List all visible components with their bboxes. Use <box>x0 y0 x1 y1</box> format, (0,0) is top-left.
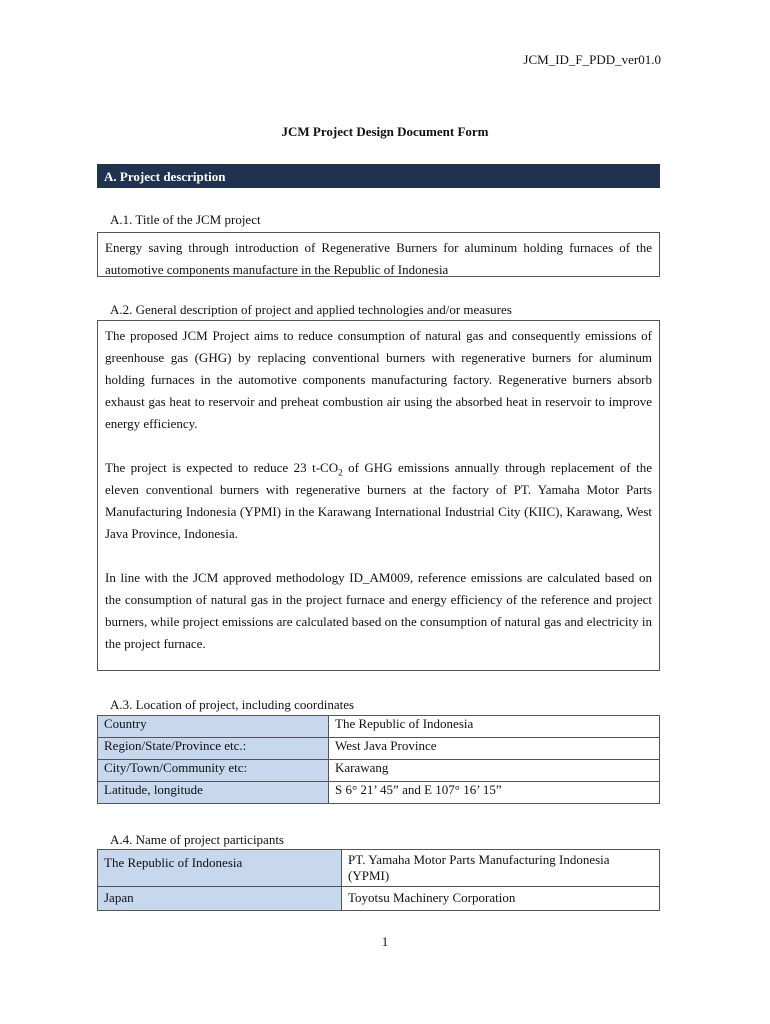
table-row <box>98 760 660 782</box>
location-label: City/Town/Community etc: <box>98 760 329 782</box>
a3-heading: A.3. Location of project, including coordinates <box>110 697 355 712</box>
location-value: S 6° 21’ 45” and E 107° 16’ 15” <box>329 782 660 804</box>
a2-heading: A.2. General description of project and applied technologies and/or measures <box>110 302 512 317</box>
participant-name: Toyotsu Machinery Corporation <box>342 887 660 911</box>
table-row <box>98 887 660 911</box>
table-row <box>98 782 660 804</box>
participant-party: The Republic of Indonesia <box>98 850 342 887</box>
a1-project-title-box <box>97 232 660 277</box>
a2-paragraph-2 <box>105 457 652 545</box>
location-table <box>97 715 660 804</box>
table-row <box>98 738 660 760</box>
section-a-heading: A. Project description <box>97 164 660 188</box>
table-row <box>98 850 660 887</box>
location-label: Country <box>98 716 329 738</box>
a2-paragraph-1: The proposed JCM Project aims to reduce consumption of natural gas and consequently emissions of greenhouse gas (GHG) by replacing conventional burners with regenerative burners for aluminum holding furnaces in the automotive components manufacturing factory. Regenerative burners absorb exhaust gas heat to reservoir and preheat combustion air using the absorbed heat in reservoir to improve energy efficiency. <box>105 328 652 431</box>
a2-paragraph-2-end: of GHG emissions annually through replacement of the eleven conventional burners with regenerative burners at the factory of PT. Yamaha Motor Parts Manufacturing Indonesia (YPMI) in the Karawang International Industrial City (KIIC), Karawang, West Java Province, Indonesia. <box>105 460 652 541</box>
a1-project-title: Energy saving through introduction of Regenerative Burners for aluminum holding furnaces of the automotive components manufacture in the Republic of Indonesia <box>105 240 652 277</box>
co2-subscript: 2 <box>338 467 343 478</box>
document-id: JCM_ID_F_PDD_ver01.0 <box>523 52 661 67</box>
participant-party: Japan <box>98 887 342 911</box>
location-value: The Republic of Indonesia <box>329 716 660 738</box>
location-value: Karawang <box>329 760 660 782</box>
a2-paragraph-3: In line with the JCM approved methodology ID_AM009, reference emissions are calculated based on the consumption of natural gas in the project furnace and energy efficiency of the reference and project burners, while project emissions are calculated based on the consumption of natural gas and electricity in the project furnace. <box>105 570 652 651</box>
location-label: Region/State/Province etc.: <box>98 738 329 760</box>
a2-paragraph-2-start: The project is expected to reduce 23 t-CO <box>105 460 339 475</box>
a2-description-box <box>97 320 660 671</box>
location-label: Latitude, longitude <box>98 782 329 804</box>
document-title: JCM Project Design Document Form <box>281 124 489 139</box>
a1-heading: A.1. Title of the JCM project <box>110 212 261 227</box>
table-row <box>98 716 660 738</box>
page-number: 1 <box>381 934 389 949</box>
a4-heading: A.4. Name of project participants <box>110 832 284 847</box>
participant-name: PT. Yamaha Motor Parts Manufacturing Indonesia (YPMI) <box>342 850 660 887</box>
participants-table <box>97 849 660 911</box>
location-value: West Java Province <box>329 738 660 760</box>
